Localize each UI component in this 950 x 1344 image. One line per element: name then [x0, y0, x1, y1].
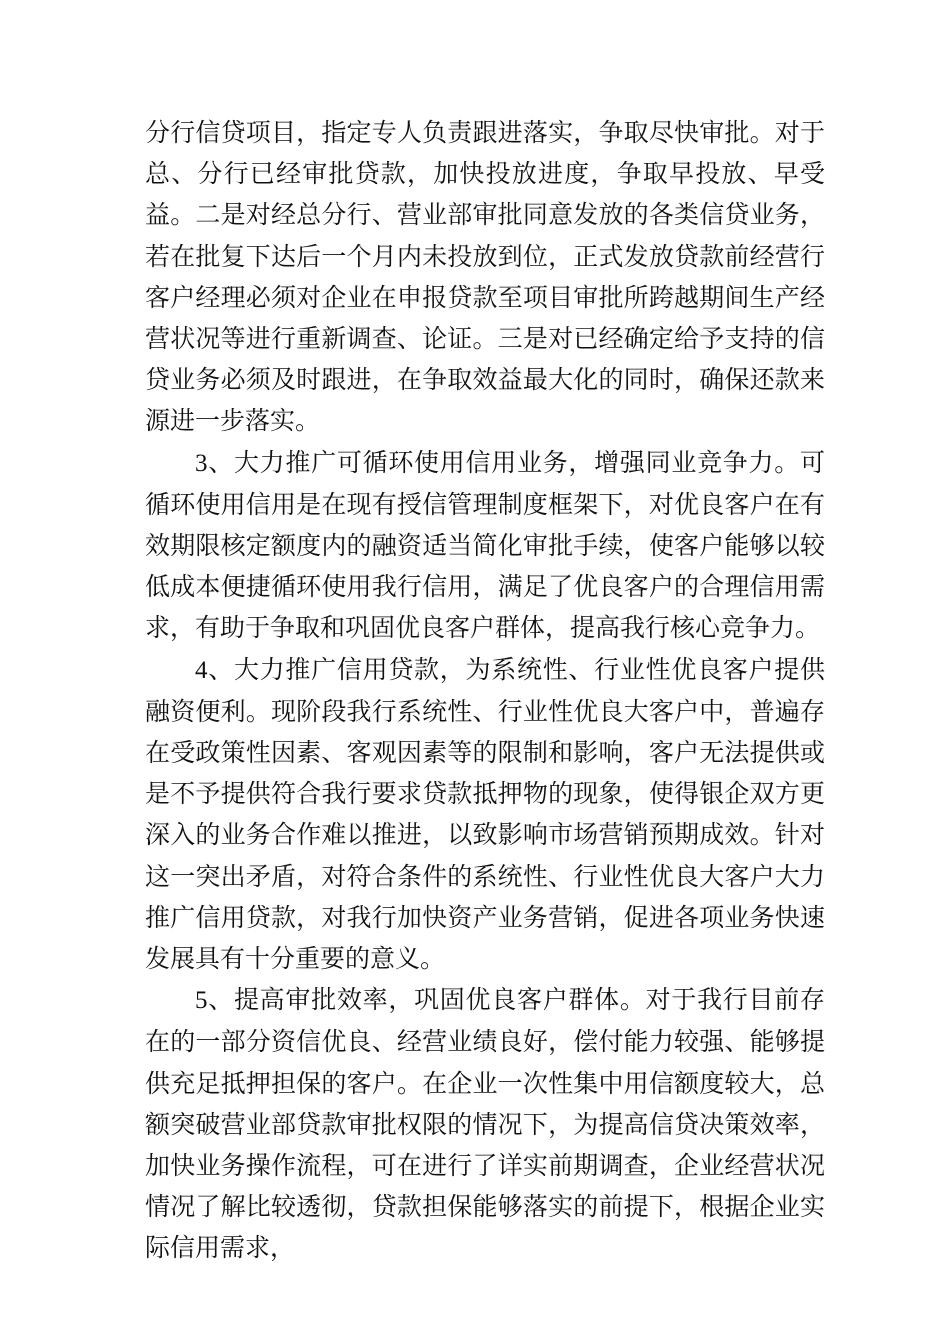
- paragraph-item-5: [145, 979, 825, 1268]
- document-body: [145, 112, 825, 1269]
- item-number: 5: [195, 987, 208, 1015]
- item-number: 4: [195, 656, 208, 684]
- item-number: 3: [195, 449, 208, 477]
- paragraph-item-3: [145, 442, 825, 649]
- paragraph-text: 、大力推广信用贷款，为系统性、行业性优良客户提供融资便利。现阶段我行系统性、行业性优良大客户中，普遍存在受政策性因素、客观因素等的限制和影响，客户无法提供或是不予提供符合我行要求贷款抵押物的现象，使得银企双方更深入的业务合作难以推进，以致影响市场营销预期成效。针对这一突出矛盾，对符合条件的系统性、行业性优良大客户大力推广信用贷款，对我行加快资产业务营销，促进各项业务快速发展具有十分重要的意义。: [145, 654, 825, 974]
- paragraph-text: 、大力推广可循环使用信用业务，增强同业竞争力。可循环使用信用是在现有授信管理制度框架下，对优良客户在有效期限核定额度内的融资适当简化审批手续，使客户能够以较低成本便捷循环使用我行信用，满足了优良客户的合理信用需求，有助于争取和巩固优良客户群体，提高我行核心竞争力。: [145, 447, 825, 643]
- paragraph-text: 、提高审批效率，巩固优良客户群体。对于我行目前存在的一部分资信优良、经营业绩良好，偿付能力较强、能够提供充足抵押担保的客户。在企业一次性集中用信额度较大，总额突破营业部贷款审批权限的情况下，为提高信贷决策效率，加快业务操作流程，可在进行了详实前期调查，企业经营状况情况了解比较透彻，贷款担保能够落实的前提下，根据企业实际信用需求，: [145, 985, 825, 1263]
- paragraph-item-4: [145, 649, 825, 980]
- paragraph-text: 分行信贷项目，指定专人负责跟进落实，争取尽快审批。对于总、分行已经审批贷款，加快投放进度，争取早投放、早受益。二是对经总分行、营业部审批同意发放的各类信贷业务，若在批复下达后一个月内未投放到位，正式发放贷款前经营行客户经理必须对企业在申报贷款至项目审批所跨越期间生产经营状况等进行重新调查、论证。三是对已经确定给予支持的信贷业务必须及时跟进，在争取效益最大化的同时，确保还款来源进一步落实。: [145, 118, 825, 436]
- paragraph-continuation: [145, 112, 825, 442]
